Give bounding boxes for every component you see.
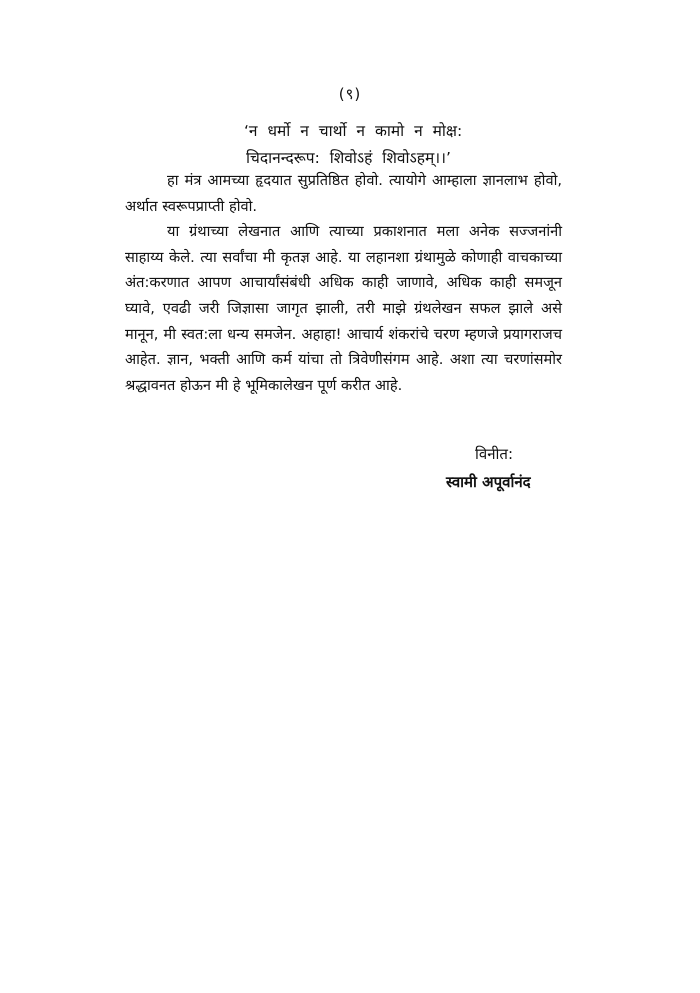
sanskrit-verse: [244, 118, 462, 172]
page-number: (९): [338, 85, 362, 103]
paragraph: हा मंत्र आमच्या हृदयात सुप्रतिष्ठित होवो. त्यायोगे आम्हाला ज्ञानलाभ होवो, अर्थात स्वरूपप्राप्ती होवो.: [125, 172, 562, 215]
signature-block: [420, 440, 560, 496]
salutation: विनीत:: [475, 445, 514, 463]
verse-line-1: ‘न धर्मो न चार्थो न कामो न मोक्ष:: [244, 122, 463, 140]
verse-line-2: चिदानन्दरूप: शिवोऽहं शिवोऽहम्।।’: [246, 149, 451, 167]
author-name: स्वामी अपूर्वानंद: [446, 473, 531, 491]
preface-body: [125, 168, 562, 398]
paragraph: या ग्रंथाच्या लेखनात आणि त्याच्या प्रकाशनात मला अनेक सज्जनांनी साहाय्य केले. त्या सर्वांचा मी कृतज्ञ आहे. या लहानशा ग्रंथामुळे कोणाही वाचकाच्या अंत:करणात आपण आचार्यांसंबंधी अधिक काही जाणावे, अधिक काही समजून घ्यावे, एवढी जरी जिज्ञासा जागृत झाली, तरी माझे ग्रंथलेखन सफल झाले असे मानून, मी स्वत:ला धन्य समजेन. अहाहा! आचार्य शंकरांचे चरण म्हणजे प्रयागराजच आहेत. ज्ञान, भक्ती आणि कर्म यांचा तो त्रिवेणीसंगम आहे. अशा त्या चरणांसमोर श्रद्धावनत होऊन मी हे भूमिकालेखन पूर्ण करीत आहे.: [125, 223, 562, 394]
